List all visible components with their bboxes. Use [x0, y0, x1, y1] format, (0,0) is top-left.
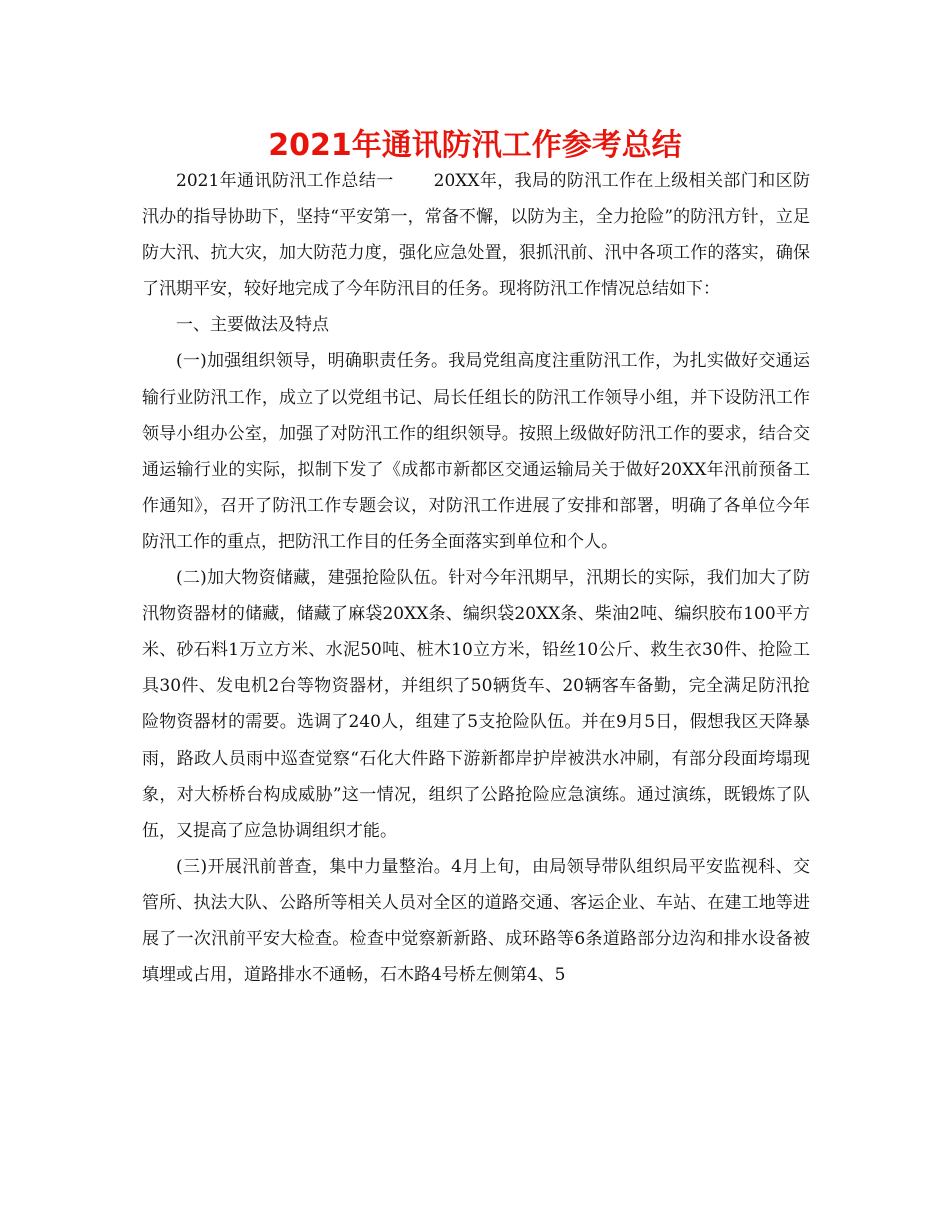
- intro-heading: 2021年通讯防汛工作总结一: [176, 171, 394, 191]
- document-title: 2021年通讯防汛工作参考总结: [268, 128, 682, 163]
- intro-paragraph: [142, 163, 810, 307]
- paragraph-materials: (二)加大物资储藏，建强抢险队伍。针对今年汛期早，汛期长的实际，我们加大了防汛物资器材的储藏，储藏了麻袋20XX条、编织袋20XX条、柴油2吨、编织胶布100平方米、砂石料1万立方米、水泥50吨、桩木10立方米，铅丝10公斤、救生衣30件、抢险工具30件、发电机2台等物资器材，并组织了50辆货车、20辆客车备勤，完全满足防汛抢险物资器材的需要。选调了240人，组建了5支抢险队伍。并在9月5日，假想我区天降暴雨，路政人员雨中巡查觉察“石化大件路下游新都岸护岸被洪水冲刷，有部分段面垮塌现象，对大桥桥台构成威胁”这一情况，组织了公路抢险应急演练。通过演练，既锻炼了队伍，又提高了应急协调组织才能。: [142, 568, 810, 841]
- intro-paragraph-text: 20XX年，我局的防汛工作在上级相关部门和区防汛办的指导协助下，坚持“平安第一，常备不懈，以防为主，全力抢险”的防汛方针，立足防大汛、抗大灾，加大防范力度，强化应急处置，狠抓汛前、汛中各项工作的落实，确保了汛期平安，较好地完成了今年防汛目的任务。现将防汛工作情况总结如下：: [142, 171, 810, 300]
- section-heading: 一、主要做法及特点: [176, 315, 329, 336]
- paragraph-organization: (一)加强组织领导，明确职责任务。我局党组高度注重防汛工作，为扎实做好交通运输行业防汛工作，成立了以党组书记、局长任组长的防汛工作领导小组，并下设防汛工作领导小组办公室，加强了对防汛工作的组织领导。按照上级做好防汛工作的要求，结合交通运输行业的实际，拟制下发了《成都市新都区交通运输局关于做好20XX年汛前预备工作通知》，召开了防汛工作专题会议，对防汛工作进展了安排和部署，明确了各单位今年防汛工作的重点，把防汛工作目的任务全面落实到单位和个人。: [142, 351, 810, 552]
- paragraph-inspection: (三)开展汛前普查，集中力量整治。4月上旬，由局领导带队组织局平安监视科、交管所、执法大队、公路所等相关人员对全区的道路交通、客运企业、车站、在建工地等进展了一次汛前平安大检查。检查中觉察新新路、成环路等6条道路部分边沟和排水设备被填埋或占用，道路排水不通畅，石木路4号桥左侧第4、5: [142, 856, 810, 986]
- document-body: [142, 163, 810, 993]
